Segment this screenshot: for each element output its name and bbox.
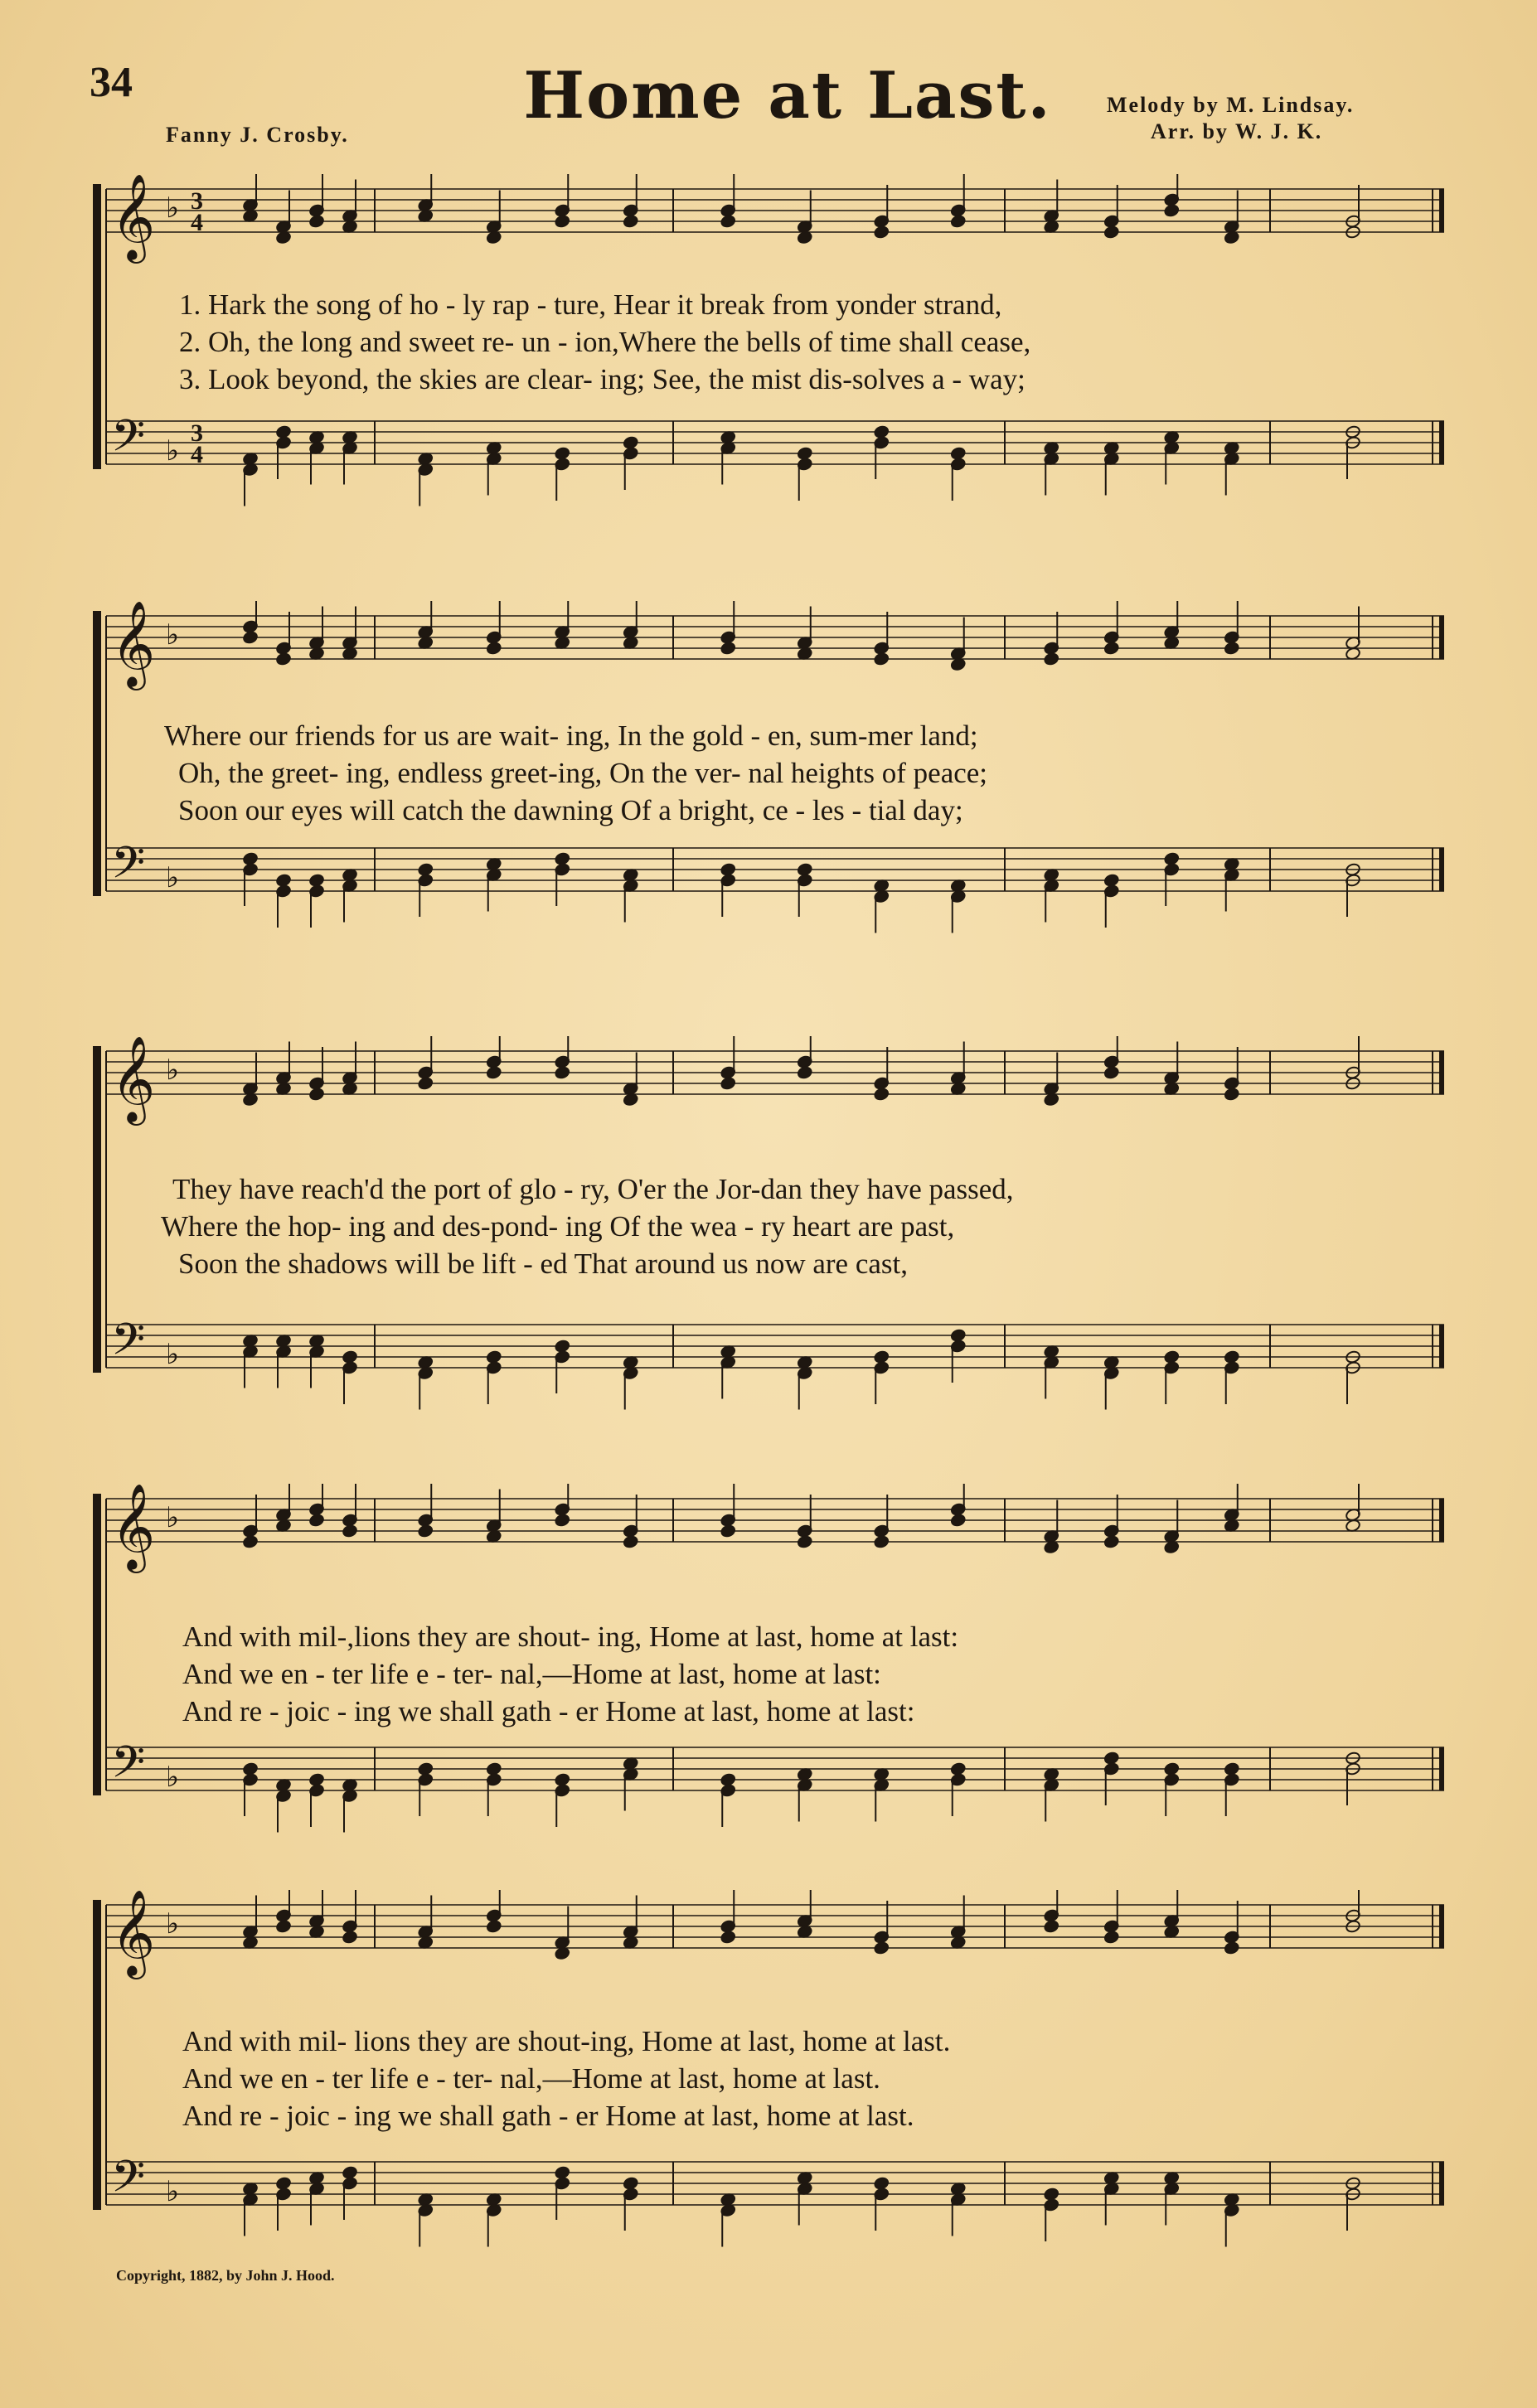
author-credit: Fanny J. Crosby.	[166, 123, 349, 147]
music-system-2	[93, 601, 1461, 949]
svg-text:𝄞: 𝄞	[111, 174, 156, 260]
lyric-line: Where the hop- ing and des-pond- ing Of the wea - ry heart are past,	[161, 1210, 955, 1243]
lyric-line: And with mil-,lions they are shout- ing, Home at last, home at last:	[182, 1621, 959, 1653]
svg-text:𝄢: 𝄢	[111, 838, 146, 899]
lyric-line: And we en - ter life e - ter- nal,—Home at last, home at last:	[182, 1658, 881, 1690]
svg-text:♭: ♭	[166, 618, 180, 652]
copyright-notice: Copyright, 1882, by John J. Hood.	[116, 2267, 335, 2284]
svg-text:♭: ♭	[166, 1501, 180, 1534]
lyric-line: 1. Hark the song of ho - ly rap - ture, Hear it break from yonder strand,	[179, 288, 1002, 321]
lyric-line: Soon the shadows will be lift - ed That around us now are cast,	[178, 1248, 909, 1280]
svg-text:♭: ♭	[166, 1338, 180, 1371]
arranger-credit: Arr. by W. J. K.	[1151, 119, 1323, 143]
svg-text:𝄢: 𝄢	[111, 1315, 146, 1376]
svg-text:𝄞: 𝄞	[111, 601, 156, 687]
svg-text:4: 4	[191, 209, 203, 236]
svg-text:𝄢: 𝄢	[111, 2152, 146, 2213]
svg-text:𝄢: 𝄢	[111, 411, 146, 472]
lyric-line: They have reach'd the port of glo - ry, O'er the Jor-dan they have passed,	[172, 1173, 1014, 1205]
lyric-line: And re - joic - ing we shall gath - er Home at last, home at last.	[182, 2100, 914, 2132]
svg-text:♭: ♭	[166, 1907, 180, 1940]
music-system-1	[93, 174, 1461, 522]
melody-credit: Melody by M. Lindsay.	[1107, 93, 1355, 117]
page-title: Home at Last.	[523, 58, 1052, 133]
lyric-line: Where our friends for us are wait- ing, In the gold - en, sum-mer land;	[164, 719, 978, 752]
music-system-3	[93, 1036, 1461, 1426]
music-system-4	[93, 1484, 1461, 1848]
svg-text:♭: ♭	[166, 191, 180, 225]
music-system-5	[93, 1890, 1461, 2263]
svg-text:♭: ♭	[166, 861, 180, 894]
svg-text:𝄞: 𝄞	[111, 1036, 156, 1122]
svg-text:3: 3	[191, 187, 203, 215]
lyric-line: 3. Look beyond, the skies are clear- ing; See, the mist dis-solves a - way;	[179, 363, 1025, 395]
svg-text:𝄞: 𝄞	[111, 1890, 156, 1976]
svg-text:♭: ♭	[166, 1761, 180, 1794]
lyric-line: Soon our eyes will catch the dawning Of a bright, ce - les - tial day;	[178, 794, 963, 826]
svg-text:𝄞: 𝄞	[111, 1484, 156, 1570]
svg-text:𝄢: 𝄢	[111, 1737, 146, 1799]
lyric-line: Oh, the greet- ing, endless greet-ing, On the ver- nal heights of peace;	[178, 757, 988, 789]
lyric-line: And we en - ter life e - ter- nal,—Home at last, home at last.	[182, 2062, 880, 2095]
svg-text:4: 4	[191, 441, 203, 468]
page-number: 34	[90, 59, 133, 106]
lyric-line: And with mil- lions they are shout-ing, Home at last, home at last.	[182, 2025, 951, 2057]
svg-text:♭: ♭	[166, 2175, 180, 2208]
svg-text:3: 3	[191, 419, 203, 447]
svg-text:♭: ♭	[166, 1054, 180, 1087]
lyric-line: 2. Oh, the long and sweet re- un - ion,Where the bells of time shall cease,	[179, 326, 1031, 358]
svg-text:♭: ♭	[166, 434, 180, 468]
lyric-line: And re - joic - ing we shall gath - er Home at last, home at last:	[182, 1695, 915, 1727]
